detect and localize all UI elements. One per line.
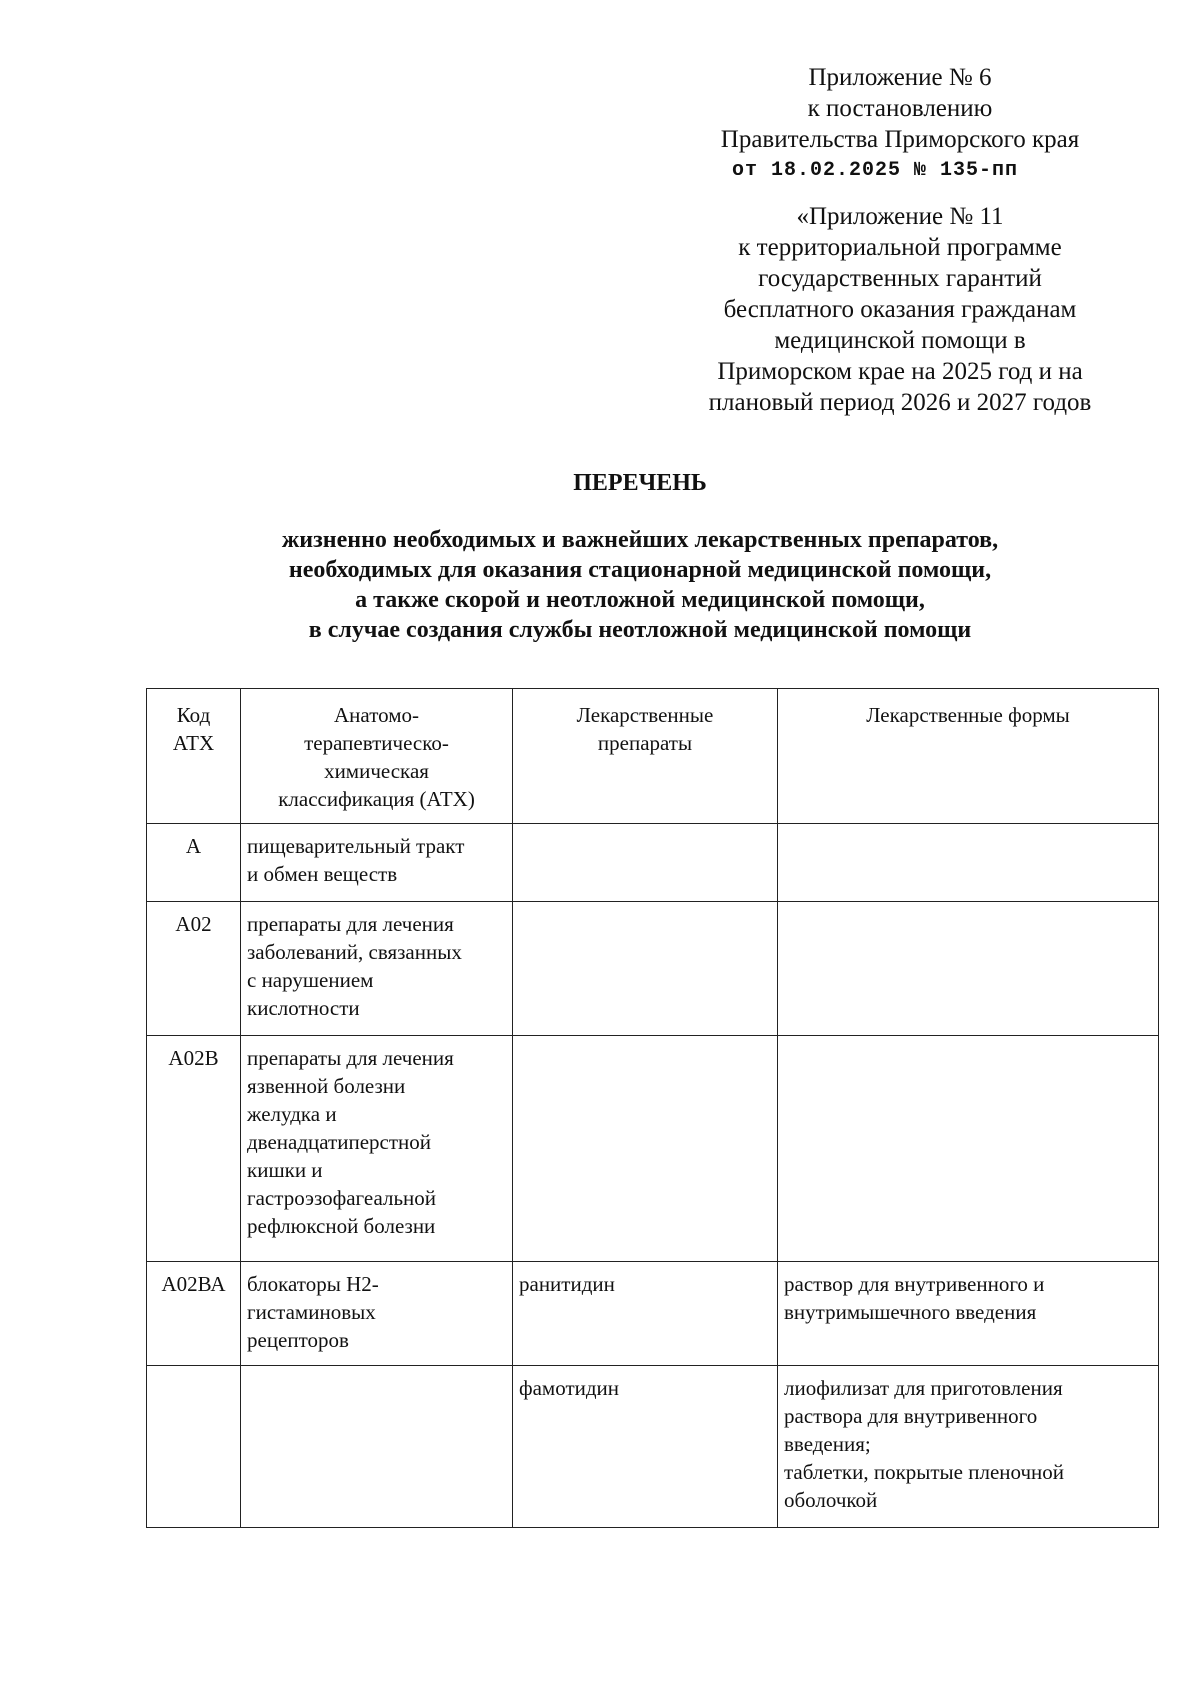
table-row	[147, 1262, 1159, 1366]
classification-line: рефлюксной болезни	[247, 1214, 436, 1238]
form-line: введения;	[784, 1432, 871, 1456]
classification-line: пищеварительный тракт	[247, 834, 465, 858]
classification-line: желудка и	[247, 1102, 337, 1126]
classification-line: рецепторов	[247, 1328, 349, 1352]
atc-code: А02	[147, 902, 241, 1036]
header-code	[147, 689, 241, 824]
header-forms	[778, 689, 1159, 824]
classification-line: препараты для лечения	[247, 1046, 454, 1070]
document-subtitle	[140, 525, 1140, 645]
atc-classification	[241, 902, 513, 1036]
atc-code: А02ВА	[147, 1262, 241, 1366]
drug-forms	[778, 902, 1159, 1036]
header-line: плановый период 2026 и 2027 годов	[708, 389, 1092, 416]
appendix-to-resolution: к постановлению	[807, 95, 993, 122]
classification-line: кишки и	[247, 1158, 323, 1182]
drug-forms	[778, 1366, 1159, 1528]
classification-line: с нарушением	[247, 968, 374, 992]
header-classification-line: химическая	[324, 759, 429, 783]
classification-line: препараты для лечения	[247, 912, 454, 936]
header-drugs-line: препараты	[597, 731, 693, 755]
atc-code: А02В	[147, 1036, 241, 1262]
table-row	[147, 824, 1159, 902]
header-drugs	[513, 689, 778, 824]
classification-line: кислотности	[247, 996, 360, 1020]
header-line: к территориальной программе	[738, 234, 1062, 261]
form-line: лиофилизат для приготовления	[784, 1376, 1063, 1400]
document-title: ПЕРЕЧЕНЬ	[573, 470, 707, 496]
drug-name: ранитидин	[513, 1262, 778, 1366]
table-row	[147, 1366, 1159, 1528]
table-row	[147, 902, 1159, 1036]
subtitle-line: необходимых для оказания стационарной медицинской помощи,	[288, 557, 992, 583]
header-code-line: Код	[176, 703, 211, 727]
classification-line: и обмен веществ	[247, 862, 398, 886]
atc-classification	[241, 1262, 513, 1366]
subtitle-line: жизненно необходимых и важнейших лекарственных препаратов,	[281, 527, 999, 553]
appendix-header	[660, 62, 1140, 418]
header-classification-line: классификация (АТХ)	[278, 787, 475, 811]
drug-name	[513, 902, 778, 1036]
classification-line: двенадцатиперстной	[247, 1130, 432, 1154]
form-line: таблетки, покрытые пленочной	[784, 1460, 1065, 1484]
header-classification-line: терапевтическо-	[304, 731, 449, 755]
header-classification	[241, 689, 513, 824]
form-line: внутримышечного введения	[784, 1300, 1037, 1324]
classification-line: заболеваний, связанных	[247, 940, 462, 964]
atc-classification	[241, 1366, 513, 1528]
drug-list-table	[146, 688, 1159, 1528]
classification-line: язвенной болезни	[247, 1074, 406, 1098]
header-classification-line: Анатомо-	[334, 703, 419, 727]
header-line: государственных гарантий	[758, 265, 1042, 292]
classification-line: блокаторы Н2-	[247, 1272, 379, 1296]
classification-line: гастроэзофагеальной	[247, 1186, 437, 1210]
drug-name	[513, 824, 778, 902]
registration-stamp: от 18.02.2025 № 135-пп	[732, 159, 1019, 182]
drug-forms	[778, 1262, 1159, 1366]
drug-name: фамотидин	[513, 1366, 778, 1528]
drug-forms	[778, 824, 1159, 902]
appendix-number: Приложение № 6	[808, 64, 992, 91]
table-row	[147, 1036, 1159, 1262]
atc-code: А	[147, 824, 241, 902]
table-header-row	[147, 689, 1159, 824]
atc-classification	[241, 824, 513, 902]
form-line: раствора для внутривенного	[784, 1404, 1038, 1428]
drug-forms	[778, 1036, 1159, 1262]
appendix-government: Правительства Приморского края	[720, 126, 1080, 153]
header-drugs-line: Лекарственные	[576, 703, 714, 727]
header-code-line: АТХ	[172, 731, 215, 755]
subtitle-line: в случае создания службы неотложной медицинской помощи	[308, 617, 972, 643]
header-line: «Приложение № 11	[796, 203, 1004, 230]
form-line: оболочкой	[784, 1488, 878, 1512]
subtitle-line: а также скорой и неотложной медицинской помощи,	[355, 587, 925, 613]
atc-classification	[241, 1036, 513, 1262]
header-line: Приморском крае на 2025 год и на	[717, 358, 1083, 385]
form-line: раствор для внутривенного и	[784, 1272, 1045, 1296]
drug-name	[513, 1036, 778, 1262]
atc-code	[147, 1366, 241, 1528]
header-forms-line: Лекарственные формы	[866, 703, 1070, 727]
header-line: медицинской помощи в	[774, 327, 1026, 354]
header-line: бесплатного оказания гражданам	[723, 296, 1077, 323]
classification-line: гистаминовых	[247, 1300, 376, 1324]
